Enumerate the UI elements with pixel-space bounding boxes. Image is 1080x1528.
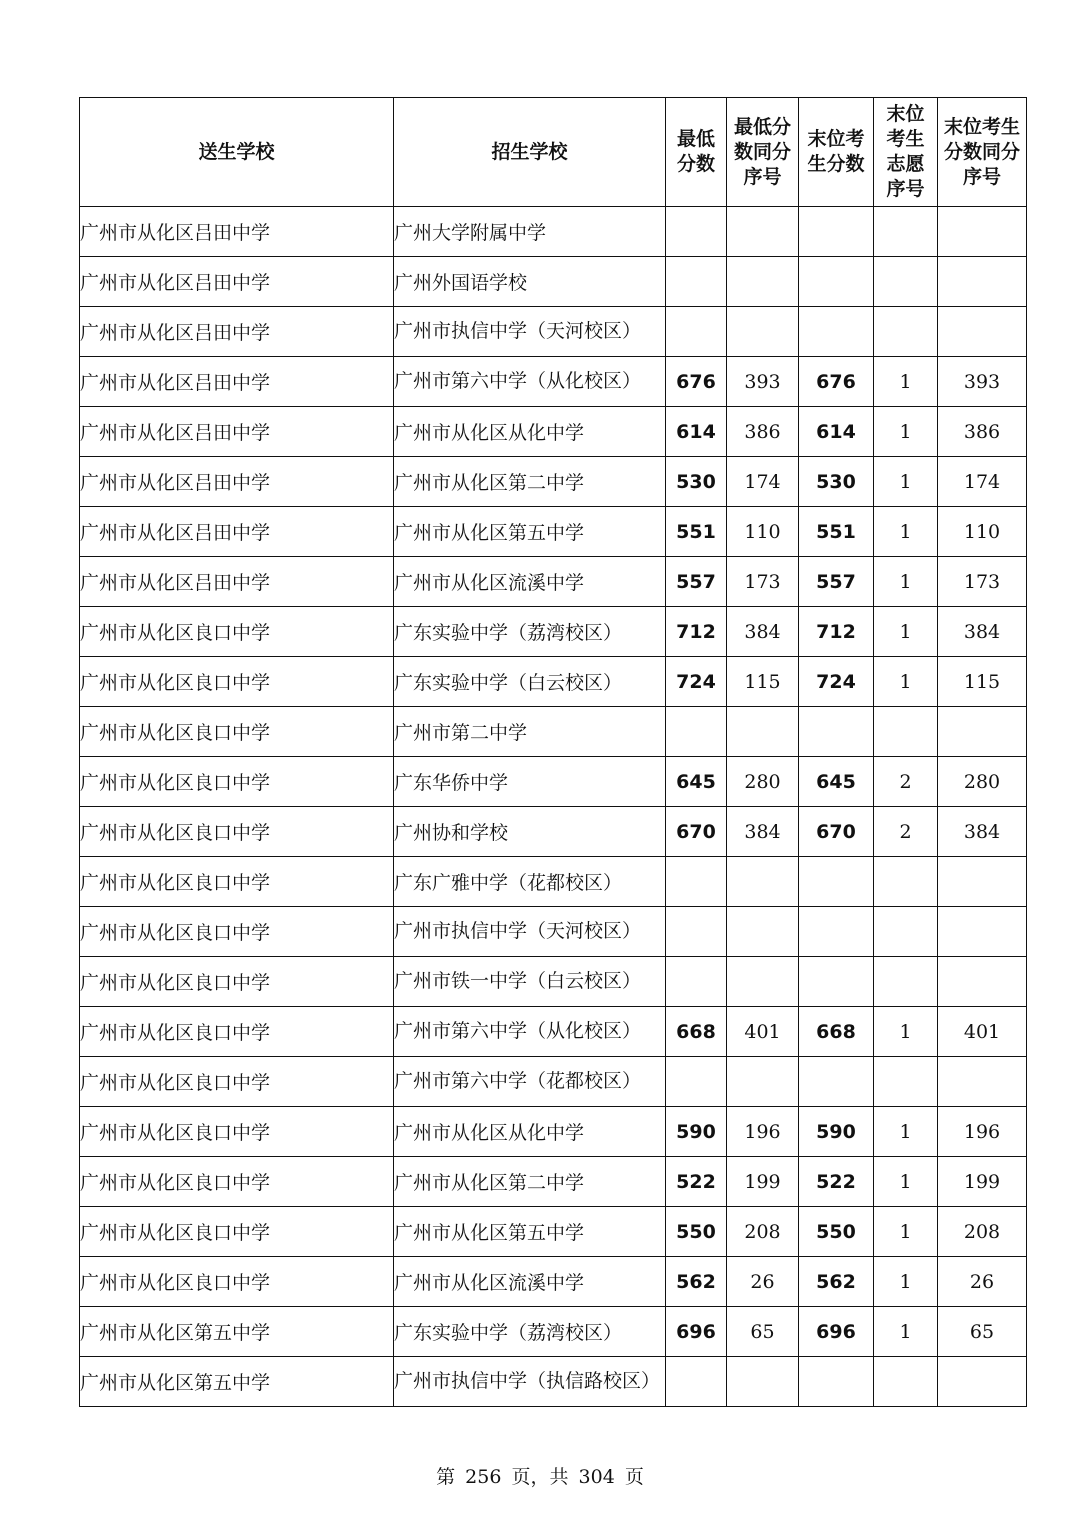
min-rank-cell: 115	[727, 657, 799, 707]
last-rank-cell	[938, 207, 1027, 257]
last-rank-cell: 384	[938, 607, 1027, 657]
recv-school-cell: 广州市从化区第二中学	[394, 457, 666, 507]
recv-school-cell: 广州市从化区第二中学	[394, 1157, 666, 1207]
recv-school-cell: 广州市执信中学（执信路校区）	[394, 1357, 666, 1407]
last-score-cell: 562	[799, 1257, 874, 1307]
min-rank-cell	[727, 1057, 799, 1107]
recv-school-cell: 广东华侨中学	[394, 757, 666, 807]
last-choice-cell: 1	[874, 657, 938, 707]
min-score-cell	[666, 1357, 727, 1407]
last-choice-cell: 2	[874, 757, 938, 807]
min-score-cell: 696	[666, 1307, 727, 1357]
last-rank-cell	[938, 707, 1027, 757]
min-score-cell: 590	[666, 1107, 727, 1157]
header-min-rank: 最低分数同分序号	[727, 98, 799, 207]
send-school-cell: 广州市从化区良口中学	[80, 857, 394, 907]
last-choice-cell	[874, 707, 938, 757]
last-score-cell: 530	[799, 457, 874, 507]
last-choice-cell: 1	[874, 1157, 938, 1207]
min-score-cell	[666, 857, 727, 907]
last-score-cell	[799, 907, 874, 957]
table-row	[80, 507, 1027, 557]
min-score-cell: 645	[666, 757, 727, 807]
last-score-cell: 551	[799, 507, 874, 557]
recv-school-cell: 广东实验中学（荔湾校区）	[394, 607, 666, 657]
header-min-score: 最低分数	[666, 98, 727, 207]
last-rank-cell	[938, 857, 1027, 907]
min-score-cell	[666, 307, 727, 357]
recv-school-cell: 广州协和学校	[394, 807, 666, 857]
table-row	[80, 457, 1027, 507]
table-row	[80, 257, 1027, 307]
min-rank-cell: 401	[727, 1007, 799, 1057]
recv-school-cell: 广州市执信中学（天河校区）	[394, 307, 666, 357]
footer-prefix: 第	[436, 1466, 456, 1488]
min-score-cell	[666, 257, 727, 307]
last-choice-cell	[874, 307, 938, 357]
min-score-cell	[666, 1057, 727, 1107]
send-school-cell: 广州市从化区良口中学	[80, 1207, 394, 1257]
admission-score-table	[79, 97, 1027, 1407]
send-school-cell: 广州市从化区第五中学	[80, 1307, 394, 1357]
last-rank-cell: 174	[938, 457, 1027, 507]
recv-school-cell: 广州外国语学校	[394, 257, 666, 307]
min-rank-cell: 386	[727, 407, 799, 457]
min-rank-cell: 26	[727, 1257, 799, 1307]
min-score-cell: 614	[666, 407, 727, 457]
table-row	[80, 557, 1027, 607]
last-score-cell: 550	[799, 1207, 874, 1257]
send-school-cell: 广州市从化区良口中学	[80, 657, 394, 707]
last-rank-cell: 208	[938, 1207, 1027, 1257]
last-choice-cell: 1	[874, 557, 938, 607]
send-school-cell: 广州市从化区良口中学	[80, 1157, 394, 1207]
send-school-cell: 广州市从化区吕田中学	[80, 407, 394, 457]
min-score-cell: 562	[666, 1257, 727, 1307]
min-score-cell: 724	[666, 657, 727, 707]
min-rank-cell	[727, 857, 799, 907]
last-choice-cell	[874, 207, 938, 257]
min-score-cell	[666, 957, 727, 1007]
min-rank-cell	[727, 707, 799, 757]
header-last-rank: 末位考生分数同分序号	[938, 98, 1027, 207]
last-choice-cell: 1	[874, 1007, 938, 1057]
last-rank-cell	[938, 1057, 1027, 1107]
recv-school-cell: 广州市从化区第五中学	[394, 507, 666, 557]
min-score-cell: 522	[666, 1157, 727, 1207]
last-rank-cell: 110	[938, 507, 1027, 557]
last-score-cell: 712	[799, 607, 874, 657]
table-row	[80, 407, 1027, 457]
min-rank-cell: 384	[727, 807, 799, 857]
last-score-cell: 645	[799, 757, 874, 807]
min-rank-cell: 199	[727, 1157, 799, 1207]
min-rank-cell: 173	[727, 557, 799, 607]
table-body	[80, 207, 1027, 1407]
last-choice-cell: 1	[874, 1307, 938, 1357]
last-score-cell	[799, 707, 874, 757]
last-choice-cell	[874, 907, 938, 957]
last-choice-cell: 1	[874, 1207, 938, 1257]
send-school-cell: 广州市从化区良口中学	[80, 807, 394, 857]
table-row	[80, 1057, 1027, 1107]
min-rank-cell	[727, 257, 799, 307]
recv-school-cell: 广东实验中学（白云校区）	[394, 657, 666, 707]
recv-school-cell: 广东实验中学（荔湾校区）	[394, 1307, 666, 1357]
last-rank-cell: 199	[938, 1157, 1027, 1207]
min-score-cell: 551	[666, 507, 727, 557]
min-rank-cell: 208	[727, 1207, 799, 1257]
last-score-cell: 614	[799, 407, 874, 457]
min-score-cell	[666, 207, 727, 257]
send-school-cell: 广州市从化区良口中学	[80, 707, 394, 757]
last-choice-cell: 1	[874, 1257, 938, 1307]
table-row	[80, 957, 1027, 1007]
send-school-cell: 广州市从化区良口中学	[80, 957, 394, 1007]
recv-school-cell: 广州市从化区流溪中学	[394, 557, 666, 607]
table-row	[80, 607, 1027, 657]
table-row	[80, 1207, 1027, 1257]
min-rank-cell	[727, 307, 799, 357]
min-score-cell: 712	[666, 607, 727, 657]
recv-school-cell: 广州市铁一中学（白云校区）	[394, 957, 666, 1007]
table-row	[80, 1157, 1027, 1207]
header-last-score: 末位考生分数	[799, 98, 874, 207]
last-rank-cell: 65	[938, 1307, 1027, 1357]
last-rank-cell	[938, 307, 1027, 357]
min-score-cell	[666, 907, 727, 957]
recv-school-cell: 广州市第六中学（花都校区）	[394, 1057, 666, 1107]
last-choice-cell: 1	[874, 457, 938, 507]
last-score-cell: 668	[799, 1007, 874, 1057]
last-score-cell: 522	[799, 1157, 874, 1207]
header-recv-school: 招生学校	[394, 98, 666, 207]
min-score-cell: 670	[666, 807, 727, 857]
min-rank-cell: 384	[727, 607, 799, 657]
last-rank-cell: 280	[938, 757, 1027, 807]
min-rank-cell: 393	[727, 357, 799, 407]
send-school-cell: 广州市从化区良口中学	[80, 1257, 394, 1307]
min-rank-cell	[727, 907, 799, 957]
table-header-row	[80, 98, 1027, 207]
last-rank-cell: 384	[938, 807, 1027, 857]
recv-school-cell: 广东广雅中学（花都校区）	[394, 857, 666, 907]
recv-school-cell: 广州市第二中学	[394, 707, 666, 757]
last-choice-cell: 1	[874, 1107, 938, 1157]
last-choice-cell	[874, 1357, 938, 1407]
last-score-cell	[799, 957, 874, 1007]
send-school-cell: 广州市从化区吕田中学	[80, 357, 394, 407]
last-choice-cell: 1	[874, 357, 938, 407]
send-school-cell: 广州市从化区良口中学	[80, 607, 394, 657]
send-school-cell: 广州市从化区良口中学	[80, 757, 394, 807]
table-row	[80, 857, 1027, 907]
min-rank-cell: 110	[727, 507, 799, 557]
table-row	[80, 207, 1027, 257]
last-rank-cell	[938, 907, 1027, 957]
footer-suffix: 页	[624, 1466, 644, 1488]
last-choice-cell	[874, 257, 938, 307]
last-choice-cell: 1	[874, 507, 938, 557]
min-rank-cell: 196	[727, 1107, 799, 1157]
table-row	[80, 1307, 1027, 1357]
send-school-cell: 广州市从化区吕田中学	[80, 507, 394, 557]
last-score-cell: 590	[799, 1107, 874, 1157]
send-school-cell: 广州市从化区吕田中学	[80, 207, 394, 257]
last-rank-cell: 386	[938, 407, 1027, 457]
min-score-cell: 557	[666, 557, 727, 607]
header-send-school: 送生学校	[80, 98, 394, 207]
table-row	[80, 807, 1027, 857]
send-school-cell: 广州市从化区吕田中学	[80, 307, 394, 357]
send-school-cell: 广州市从化区吕田中学	[80, 457, 394, 507]
table-row	[80, 1107, 1027, 1157]
table-row	[80, 657, 1027, 707]
recv-school-cell: 广州市第六中学（从化校区）	[394, 1007, 666, 1057]
recv-school-cell: 广州市从化区流溪中学	[394, 1257, 666, 1307]
last-score-cell	[799, 1057, 874, 1107]
footer-mid: 页，共	[511, 1466, 569, 1488]
recv-school-cell: 广州大学附属中学	[394, 207, 666, 257]
recv-school-cell: 广州市第六中学（从化校区）	[394, 357, 666, 407]
last-choice-cell: 1	[874, 607, 938, 657]
last-rank-cell: 115	[938, 657, 1027, 707]
last-choice-cell	[874, 957, 938, 1007]
table-row	[80, 907, 1027, 957]
last-choice-cell	[874, 1057, 938, 1107]
last-choice-cell: 2	[874, 807, 938, 857]
footer-current-page: 256	[465, 1466, 502, 1488]
min-rank-cell: 280	[727, 757, 799, 807]
last-score-cell: 670	[799, 807, 874, 857]
last-rank-cell: 26	[938, 1257, 1027, 1307]
send-school-cell: 广州市从化区第五中学	[80, 1357, 394, 1407]
min-score-cell: 550	[666, 1207, 727, 1257]
min-score-cell	[666, 707, 727, 757]
min-rank-cell	[727, 1357, 799, 1407]
last-score-cell: 676	[799, 357, 874, 407]
table-row	[80, 757, 1027, 807]
table-row	[80, 1357, 1027, 1407]
recv-school-cell: 广州市从化区从化中学	[394, 1107, 666, 1157]
send-school-cell: 广州市从化区良口中学	[80, 907, 394, 957]
last-score-cell: 724	[799, 657, 874, 707]
table-row	[80, 1257, 1027, 1307]
table-row	[80, 707, 1027, 757]
send-school-cell: 广州市从化区良口中学	[80, 1107, 394, 1157]
send-school-cell: 广州市从化区良口中学	[80, 1057, 394, 1107]
send-school-cell: 广州市从化区良口中学	[80, 1007, 394, 1057]
last-rank-cell	[938, 1357, 1027, 1407]
last-score-cell	[799, 857, 874, 907]
page-footer	[0, 1462, 1080, 1489]
min-score-cell: 676	[666, 357, 727, 407]
min-score-cell: 530	[666, 457, 727, 507]
min-rank-cell	[727, 207, 799, 257]
header-last-choice: 末位考生志愿序号	[874, 98, 938, 207]
last-rank-cell: 401	[938, 1007, 1027, 1057]
min-score-cell: 668	[666, 1007, 727, 1057]
last-score-cell	[799, 257, 874, 307]
table-row	[80, 1007, 1027, 1057]
recv-school-cell: 广州市从化区第五中学	[394, 1207, 666, 1257]
recv-school-cell: 广州市执信中学（天河校区）	[394, 907, 666, 957]
min-rank-cell	[727, 957, 799, 1007]
last-score-cell: 557	[799, 557, 874, 607]
last-score-cell	[799, 307, 874, 357]
table-row	[80, 307, 1027, 357]
last-rank-cell: 196	[938, 1107, 1027, 1157]
recv-school-cell: 广州市从化区从化中学	[394, 407, 666, 457]
last-score-cell	[799, 207, 874, 257]
footer-total-pages: 304	[578, 1466, 615, 1488]
min-rank-cell: 174	[727, 457, 799, 507]
send-school-cell: 广州市从化区吕田中学	[80, 557, 394, 607]
table-row	[80, 357, 1027, 407]
last-choice-cell: 1	[874, 407, 938, 457]
send-school-cell: 广州市从化区吕田中学	[80, 257, 394, 307]
last-rank-cell: 393	[938, 357, 1027, 407]
last-score-cell: 696	[799, 1307, 874, 1357]
min-rank-cell: 65	[727, 1307, 799, 1357]
last-rank-cell	[938, 957, 1027, 1007]
last-score-cell	[799, 1357, 874, 1407]
last-rank-cell	[938, 257, 1027, 307]
last-rank-cell: 173	[938, 557, 1027, 607]
last-choice-cell	[874, 857, 938, 907]
